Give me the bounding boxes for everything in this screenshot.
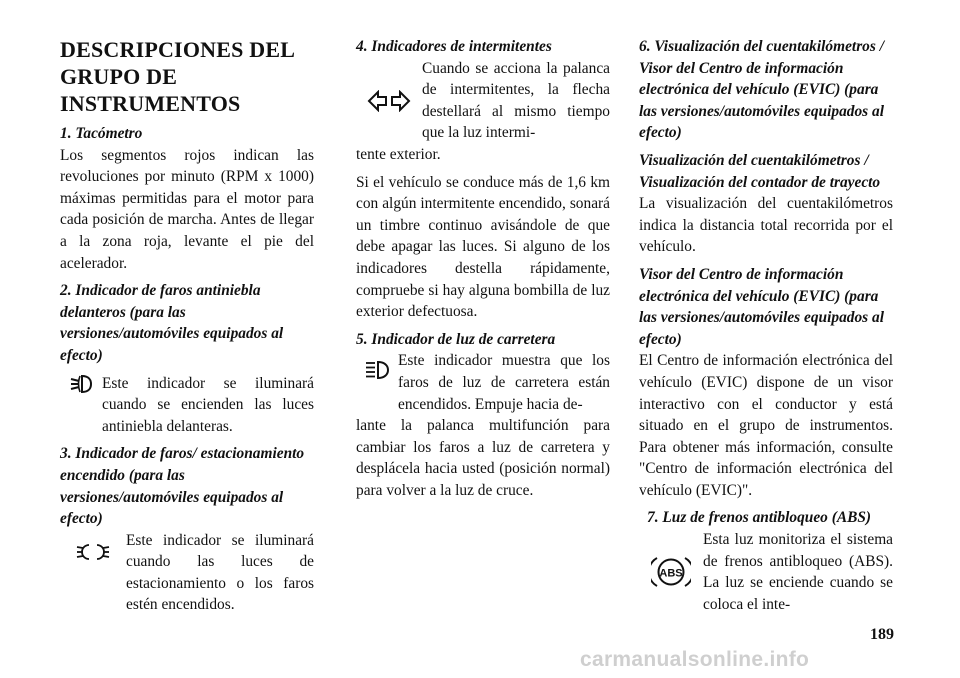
watermark: carmanualsonline.info [580, 648, 810, 671]
section-4-paragraph-2: Si el vehículo se conduce más de 1,6 km con algún intermitente encendido, sonará un timbre continuo avisándole de que debe apagar las luces. Si alguno de los indicadores destella rápidamente, compruebe si hay alguna bombilla de luz exterior defectuosa. [356, 173, 610, 321]
section-6a-body: La visualización del cuentakilómetros indica la distancia total recorrida por el vehículo. [639, 195, 893, 256]
section-2-body: Este indicador se iluminará cuando se encienden las luces antiniebla delanteras. [102, 374, 314, 435]
turn-signal-arrows-icon [356, 58, 422, 144]
section-3-heading: 3. Indicador de faros/ estacionamiento encendido (para las versiones/automóviles equipados al efecto) [60, 445, 305, 528]
section-4-heading: 4. Indicadores de intermitentes [356, 38, 552, 55]
section-5-heading: 5. Indicador de luz de carretera [356, 330, 556, 348]
section-6b-heading: Visor del Centro de información electrónica del vehículo (EVIC) (para las versiones/automóviles equipados al efecto) [639, 265, 884, 348]
column-1 [60, 36, 314, 616]
section-4-row [356, 58, 610, 144]
page-number: 189 [870, 626, 894, 643]
section-5-row [356, 350, 610, 415]
section-2-heading: 2. Indicador de faros antiniebla delanteros (para las versiones/automóviles equipados al efecto) [60, 282, 284, 364]
section-4-body-a: Cuando se acciona la palanca de intermitentes, la flecha destellará al mismo tiempo que la luz intermi- [422, 59, 610, 142]
section-1-body: Los segmentos rojos indican las revoluciones por minuto (RPM x 1000) máximas permitidas para el motor para cada posición de marcha. Antes de llegar a la zona roja, levante el pie del acelerador. [60, 146, 314, 272]
section-3-row [60, 530, 314, 616]
section-6a-heading: Visualización del cuentakilómetros / Visualización del contador de trayecto [639, 151, 881, 191]
high-beam-icon [356, 350, 398, 390]
column-2 [356, 36, 610, 507]
section-6-heading: 6. Visualización del cuentakilómetros / Visor del Centro de información electrónica del vehículo (EVIC) (para las versiones/automóviles equipados al efecto) [639, 38, 884, 142]
section-7-row [639, 529, 893, 615]
section-4-body-b: tente exterior. [356, 145, 441, 163]
section-7-heading: 7. Luz de frenos antibloqueo (ABS) [647, 509, 872, 527]
section-5-body-b: lante la palanca multifunción para cambiar los faros a luz de carretera y desplácela hacia usted (posición normal) para volver a la luz de cruce. [356, 417, 610, 499]
section-3-body: Este indicador se iluminará cuando las luces de estacionamiento o los faros estén encendidos. [126, 531, 314, 614]
section-7-body: Esta luz monitoriza el sistema de frenos antibloqueo (ABS). La luz se enciende cuando se coloca el inte- [703, 531, 893, 613]
page-title: DESCRIPCIONES DEL GRUPO DE INSTRUMENTOS [60, 37, 294, 116]
abs-icon-label: ABS [659, 567, 683, 580]
parking-lamp-icon [60, 530, 126, 574]
section-1-heading: 1. Tacómetro [60, 125, 143, 142]
section-6b-body: El Centro de información electrónica del vehículo (EVIC) dispone de un visor interactivo con el conductor y está situado en el grupo de instrumentos. Para obtener más información, consulte "Centro de información electrónica del vehículo (EVIC)". [639, 352, 893, 499]
front-fog-lamp-icon [60, 373, 102, 395]
column-3 [639, 36, 893, 615]
abs-warning-icon [639, 529, 703, 615]
section-5-body-a: Este indicador muestra que los faros de luz de carretera están encendidos. Empuje hacia de- [398, 352, 610, 413]
section-2-row [60, 373, 314, 438]
